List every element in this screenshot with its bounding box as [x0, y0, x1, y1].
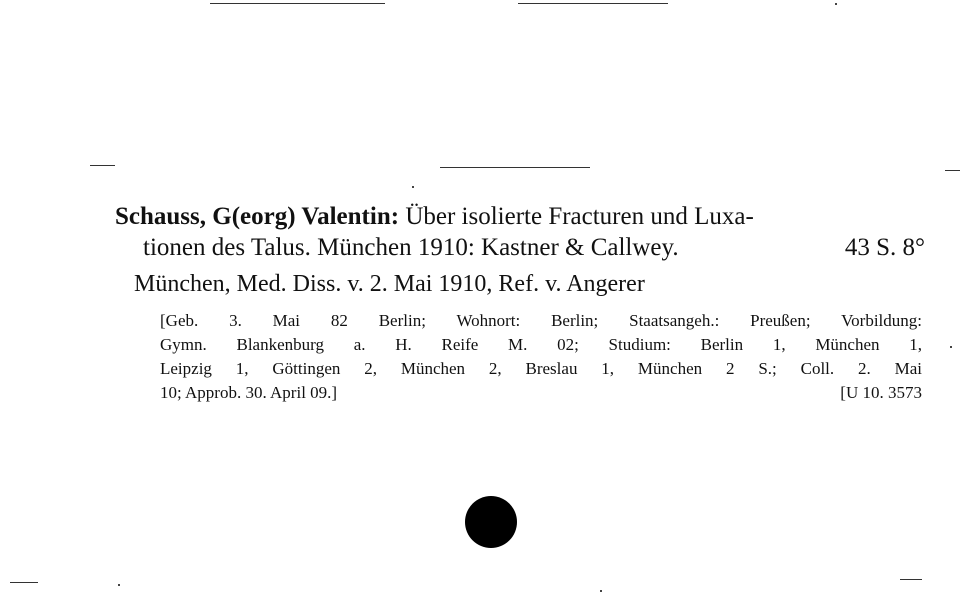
speck: [950, 346, 952, 348]
extent-format: 43 S. 8°: [844, 234, 925, 261]
top-rule-right: [518, 3, 668, 4]
bio-last-row: [160, 381, 922, 405]
bibliographic-entry: [115, 201, 925, 263]
speck: [835, 3, 837, 5]
author-name: Schauss, G(eorg) Valentin:: [115, 203, 400, 230]
dissertation-note: München, Med. Diss. v. 2. Mai 1910, Ref. v. Angerer: [134, 271, 645, 297]
punch-hole: [465, 496, 517, 548]
bio-line-2: Gymn. Blankenburg a. H. Reife M. 02; Studium: Berlin 1, München 1,: [160, 335, 922, 354]
biographical-note: [160, 309, 922, 405]
mid-rule-left: [90, 165, 115, 166]
bottom-rule-left: [10, 582, 38, 583]
speck: [118, 584, 120, 586]
bottom-rule-right: [900, 579, 922, 580]
bio-line-1: [Geb. 3. Mai 82 Berlin; Wohnort: Berlin; Staatsangeh.: Preußen; Vorbildung:: [160, 311, 922, 330]
mid-rule-center: [440, 167, 590, 168]
title-line-1: Über isolierte Fracturen und Luxa-: [405, 203, 754, 230]
title-line-2: tionen des Talus. München 1910: Kastner & Callwey.: [143, 234, 679, 261]
speck: [600, 590, 602, 592]
mid-rule-right: [945, 170, 960, 171]
bio-line-4: 10; Approb. 30. April 09.]: [160, 383, 338, 402]
bio-line-3: Leipzig 1, Göttingen 2, München 2, Breslau 1, München 2 S.; Coll. 2. Mai: [160, 359, 922, 378]
top-rule-left: [210, 3, 385, 4]
title-line-2-row: [115, 232, 925, 263]
speck: [412, 186, 414, 188]
shelfmark: [U 10. 3573: [840, 383, 922, 402]
